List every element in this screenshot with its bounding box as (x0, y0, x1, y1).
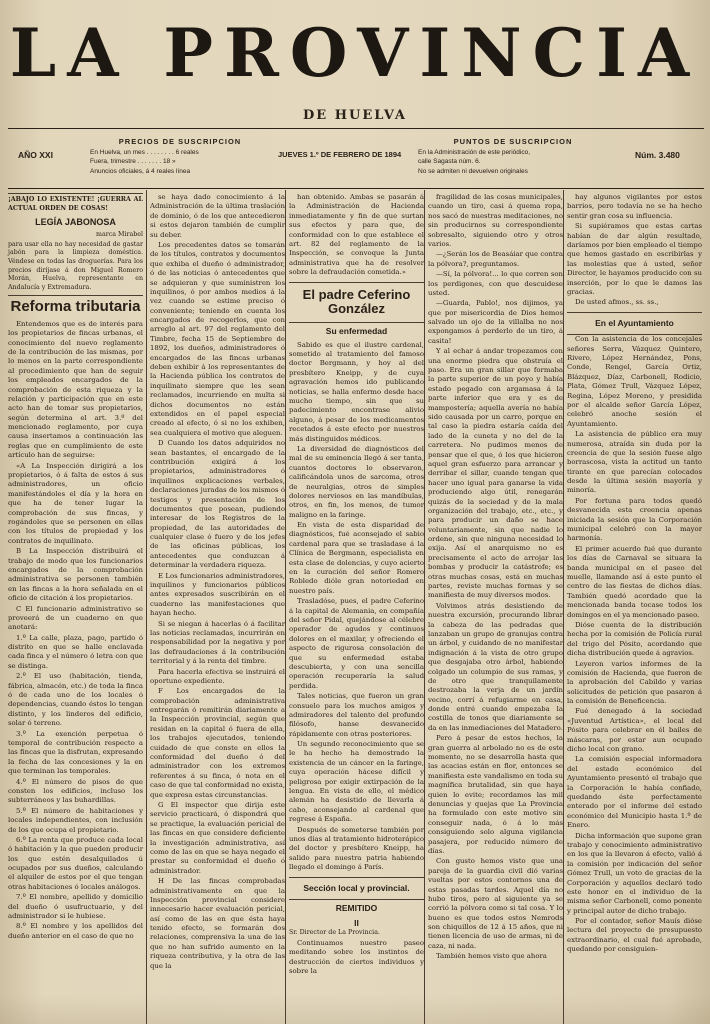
masthead-title: LA PROVINCIA (9, 14, 701, 92)
puntos-line: En la Administración de este periódico, (418, 148, 531, 156)
section-heading: En el Ayuntamiento (595, 317, 674, 328)
precios-title: PRECIOS DE SUSCRIPCION (118, 137, 242, 146)
paragraph: Trasladóse, pues, el padre Ceferino á la capital de Alemania, en compañía del señor Pidal, quejándose al célebre operador de agudos y continuos dolores en el maxilar, y ofreciendo el aspecto de rigurosa consolación de que su enfermedad estaba descubierta, y con una sencilla operación recuperaría la salud perdida. (289, 597, 424, 690)
paragraph: Con gusto hemos visto que una pareja de la guardia civil dió varias vueltas por estos contornos una de estas pasadas tardes. Aquel día no hubo tiros, pero al siguiente ya se corrió la pólvora como si tal cosa. Y lo bueno es que todos estos Nemrods son chiquillos de 12 á 15 años, que ni tienen licencia de uso de armas, ni de caza, ni nada. (428, 857, 563, 950)
paragraph: Dicha información que supone gran trabajo y conocimiento administrativo en los que la llevaron á efecto, valió á la comisión por indicación del señor Gómez Trull, un voto de gracias de la Corporación y aquellos declaró todo este honor en el individuo de la misma señor Carbonell, como ponente y principal autor de dicho trabajo. (567, 831, 702, 915)
paragraph: Un segundo reconocimiento que se le ha hecho ha demostrado la existencia de un cáncer en la faringe, cuya operación hácese difícil y peligrosa por exigir extirpación de la lengua. En vista de ello, el médico alemán ha desistido de llevarla á cabo, aconsejando al cardenal que regrese á España. (289, 740, 424, 824)
puntos-box (418, 137, 608, 183)
precios-line: Anuncios oficiales, á 4 reales línea (90, 167, 191, 175)
paragraph: Volvimos atrás desistiendo de nuestra excursión, procurando librar la cabeza de las pedradas que lanzaban un grupo de granujas contra un árbol, y cuidando de no manifestar indignación á la vista de otro grupo que desgajaba otro árbol, habiendo colgado un columpio de sus ramas, y de otro que tranquilamente destrozaba la verja de un jardín vecino, corrí á refugiarme en casa, donde entré cuando empezaba la costilla de tonos que diariamente se da en las inmediaciones del Matadero. (428, 601, 563, 732)
paragraph: 2.º El uso (habitación, tienda, fábrica, almacén, etc.) de toda la finca ó de cada uno de los locales ó dependencias, cuando éstos lo tengan distinto, y los linderos del edificio, solar ó terreno. (8, 672, 143, 728)
puntos-line: calle Sagasta núm. 6. (418, 158, 481, 166)
masthead-subtitle: DE HUELVA (303, 108, 407, 123)
header-bottom-rule (8, 188, 704, 189)
paragraph: De usted afmos., ss. ss., (575, 298, 659, 307)
section-heading-box (289, 877, 424, 901)
column-divider (424, 190, 425, 1024)
paragraph: B La Inspección distribuirá el trabajo de modo que los funcionarios encargados de la comprobación administrativa se personen también en las fincas a la hora señalada en el oficio de citación á los propietarios. (8, 547, 143, 603)
paragraph: H De las fincas comprobadas administrativamente en que la Inspección provincial considere innecesario hacer evaluación pericial, así como de las en que ésta haya tenido efecto, se formarán dos relaciones, comprensiva la una de las que no han sufrido aumento en la riqueza contributiva, y la otra de las que la (150, 877, 285, 970)
column-5 (567, 193, 702, 956)
paragraph: 6.º La renta que produce cada local ó habitación y la que pueden producir los que estén desalquilados ú ocupados por sus dueños, calculando el alquiler de estos por el que tengan otras habitaciones ó locales análogos. (8, 835, 143, 891)
paragraph: fragilidad de las cosas municipales, cuando un tiro, casi á quema ropa, nos sacó de nuestras meditaciones, no sin producirnos su correspondiente sobresalto, siguiendo otro y otros varios. (428, 193, 563, 248)
column-4 (428, 193, 563, 963)
issue-date: JUEVES 1.º DE FEBRERO DE 1894 (278, 150, 402, 159)
paragraph: Por fortuna para todos quedó desvanecida esta creencia apenas iniciada la sesión que la Corporación municipal celebró con la mayor harmonía. (567, 496, 702, 543)
precios-line: En Huelva, un mes . . . . . . . . 6 reales (90, 148, 199, 156)
paragraph: La comisión especial informadora del estado económico del Ayuntamiento presentó el trabajo que la Corporación le había confiado, quedando éste perfectamente enterado por el informe del estado económico del Municipio hasta 1.º de Enero. (567, 755, 702, 830)
paragraph: 4.º El número de pisos de que consten los edificios, incluso los subterráneos y las buhardillas. (8, 777, 143, 805)
remitido-heading: REMITIDO (335, 903, 378, 914)
paragraph: Leyeron varios informes de la comisión de Hacienda, que fueron de la aprobación del Cabildo y varias solicitudes de petición que pasaron á la comisión de Beneficencia. (567, 659, 702, 706)
year-label: AÑO XXI (18, 150, 53, 160)
article-body (150, 193, 285, 971)
advert-slogan: ¡ABAJO LO EXISTENTE! ¡GUERRA AL ACTUAL ORDEN DE COSAS! (8, 196, 143, 212)
paragraph: 3.º La exención perpetua ó temporal de contribución respecto a las fincas que la disfrutan, expresando la fecha de las concesiones y la en que terminan las temporales. (8, 729, 143, 776)
paragraph: 7.º El nombre, apellido y domicilio del dueño ó usufructuario, y del administrador si le hubiese. (8, 893, 143, 921)
paragraph: Los precedentes datos se tomarán de los títulos, contratos y documentos que exhiba el dueño ó administrador, ó de las noticias ó antecedentes que se adquieran y que suministren los inquilinos, ó por ambos medios á la vez cuando se estime preciso ó conveniente; teniendo en cuenta los encargados de recogerlos, que con arreglo al art. 97 del reglamento del Timbre, fecha 15 de Septiembre de 1892, los dueños, administradores ó encargados de las fincas urbanas deben exhibir á los representantes de la Hacienda pública los contratos de inquilinato siempre que les sean reclamados, incurriendo en multa si dichos documentos no están extendidos en el papel especial creado al efecto, ó si no los exhiben, sea cualquiera el motivo que aleguen. (150, 240, 285, 437)
paragraph: C El funcionario administrativo se proveerá de un cuaderno en que anotará: (8, 604, 143, 632)
letter-address: Sr. Director de La Provincia. (289, 929, 380, 937)
paragraph: La asistencia de público era muy numerosa, atraída sin duda por la creencia de que la sesión fuese algo borrascosa, vista la actitud un tanto tirante en que parecían colocados desde la última sesión mayoría y minoría. (567, 430, 702, 495)
article-body (8, 320, 143, 941)
advert-text: para usar ella no hay necesidad de gastar jabón para la limpieza doméstica. Véndese en todas las droguerías. Para los precios diríjase á don Miguel Romero Morán, Huelva, representante en Andalucía y Extremadura. (8, 240, 143, 291)
paragraph: Si supiéramos que estas cartas habían de dar algún resultado, daríamos por bien empleado el tiempo que hemos gastado en escribirlas y las molestias que á usted, señor Director, le hayamos producido con su inserción, por lo que le damos las gracias. (567, 222, 702, 296)
paragraph: Por el contador, señor Mauís dióse lectura del proyecto de presupuesto extraordinario, el cual fué aprobado, quedando por consiguien- (567, 917, 702, 954)
advert-box (8, 193, 143, 296)
article-body (567, 335, 702, 954)
column-divider (146, 190, 147, 1024)
paragraph: La diversidad de diagnósticos del mal de su eminencia llegó á ser tanta, cuantos doctores lo observaron, calificándola unos de sarcoma, otros de neuralgias, otros de simples dolores nerviosos en las mandíbulas, otros, en fin, los menos, de tumor maligno en la faringe. (289, 444, 424, 519)
paragraph: El primer acuerdo fué que durante los días de Carnaval se situara la banda municipal en el paseo del muelle, llamando así á este punto el centro de las fiestas de dichos días. También quedó acordado que la mencionada banda tocase todos los domingos en el ya mencionado paseo. (567, 544, 702, 619)
issue-number: Núm. 3.480 (635, 150, 680, 160)
paragraph: También hemos visto que ahora (436, 952, 547, 961)
puntos-title: PUNTOS DE SUSCRIPCION (453, 137, 573, 146)
precios-line: Fuera, trimestre . . . . . . . 18 » (90, 158, 176, 166)
paragraph: D Cuando los datos adquiridos no sean bastantes, el encargado de la contribución exigirá á los propietarios, administradores ó inquilinos explicaciones verbales, declaraciones juradas de los mismos ó testigos y presentación de los documentos que posean, pudiendo interesar de los Registros de la propiedad, de las autoridades de cualquier clase ó fuero y de los jefes de las oficinas públicas, los antecedentes que conduzcan á determinar la verdadera riqueza. (150, 439, 285, 570)
paragraph: Con la asistencia de los concejales señores Serra, Vázquez Quintero, Rivero, López Hernández, Pons, Conde, Rengel, García Ortiz, Blázquez, Díaz, Carbonell, Rodicio, Plata, Gómez Trull, Vázquez López, Regina, López Moreno, y presidida por el alcalde señor García López, celebró anoche sesión el Ayuntamiento. (567, 335, 702, 428)
paragraph: Y al echar á andar tropezamos con una enorme piedra que obstruía el paso. Era un gran sillar que formaba la parte superior de un poyo y había estado pegado con argamasa á la parte inferior que era y es de mampostería; aquella avería no había sido causada por un carro, porque en tal caso la piedra estaría caída del lado de la cuneta y no del de la carretera. No pudimos menos de pensar que el que, ó los que hicieron aquel gran esfuerzo para arrancar y derribar el sillar, cuando tengan que hacer uno igual para ganarse la vida produciendo algo útil, renegarán quizás de la sociedad y de la mala organización del trabajo, etc., etc., y para producir un daño se hace voluntariamente, sin que nadie lo ordene, sin que ninguna necesidad lo exija. Así el anarquismo no es precisamente el acto de arrojar las bombas y producir la catástrofe; es otras muchas cosas, está en muchas partes, reviste muchas formas y se manifiesta de muy diversos modos. (428, 347, 563, 600)
paragraph: 5.º El número de habitaciones y locales independientes, con inclusión de los que ocupa el propietario. (8, 806, 143, 834)
paragraph: F Los encargados de la comprobación administrativa entregarán ó remitirán diariamente a la Inspección provincial, según que residan en la capital ó fuera de ella, los trabajos ejecutados, teniendo cuidado de que conste en ellos la conformidad del dueño ó del administrador con los extremos referentes á su finca, ó nota en el caso de que tal conformidad no exista, que expresa estas circunstancias. (150, 687, 285, 799)
paragraph: —¿Serán los de Beasáiar que contra la pólvora?, preguntamos. (428, 250, 563, 268)
paragraph: Entendemos que es de interés para los propietarios de fincas urbanas, el conocimiento del nuevo reglamento de la contribución de las mismas, por lo menos en la parte correspondiente al procedimiento que han de seguir los empleados encargados de la comprobación de esta riqueza y la relación y participación que en este acto han de tomar sus propietarios, según determina el art. 3.º del mencionado reglamento, por cuya causa insertamos a continuación las reglas que en cumplimiento de este artículo han de seguirse: (8, 319, 143, 460)
article-lead: hay algunos vigilantes por estos barrios, pero todavía no se ha hecho sentir gran cosa su influencia. (567, 193, 702, 220)
article-lead: han obtenido. Ambas se pasarán á la Administración de Hacienda inmediatamente y fin de que surtan sus efectos y para que, de conformidad con lo que establece el art. 82 del reglamento de la Inspección, se convoque la Junta administrativa que ha de resolver sobre la defraudación cometida.» (289, 193, 424, 277)
paragraph: Fué denegado á la sociedad «Juventud Artística», el local del Pósito para celebrar en él bailes de máscaras, por estar aun ocupado dicho local con grano. (567, 707, 702, 754)
article-heading: El padre Ceferino González (302, 286, 411, 316)
puntos-line: No se admiten ni devuelven originales (418, 167, 528, 175)
section-heading-box (567, 312, 702, 336)
article-heading: Reforma tributaria (10, 298, 141, 316)
paragraph: —Guarda, Pablo!, nos dijimos, ya que por misericordia de Dios hemos salvado un ojo de la villalba no nos expongamos á perderlo de un tiro, á casita! (428, 299, 563, 345)
article-body (289, 341, 424, 873)
paragraph: «A La Inspección dirigirá a los propietarios, ó á falta de estos á sus administradores, un oficio manifestándoles el día y la hora en que ha de tener lugar la comprobación de sus fincas, y rogándoles que se personen en ellas con los títulos de propiedad y los contratos de inquilinato. (8, 461, 143, 545)
paragraph: E Los funcionarios administradores, inquilinos y funcionarios públicos antes expresados suscribirán en el cuaderno las manifestaciones que hayan hecho. (150, 571, 285, 618)
roman-numeral: II (354, 917, 359, 928)
paragraph: Para hacerla efectiva se instruirá el oportuno expediente. (150, 667, 285, 685)
article-subheading: Su enfermedad (325, 326, 388, 337)
column-3 (289, 193, 424, 977)
column-1 (8, 193, 143, 942)
column-2 (150, 193, 285, 972)
paragraph: En vista de esta disparidad de diagnósticos, fué aconsejado el sabio cardenal para que se trasladase á la Clínica de Bergmann, especialista en esta clase de dolencias, y cuyo acierto en la curación del señor Romero Robledo dióle gran notoriedad en nuestro país. (289, 521, 424, 595)
letter-body: Continuamos nuestro paseo meditando sobre los instintos de destrucción de ciertos individuos y sobre la (289, 938, 424, 975)
paragraph: 1.º La calle, plaza, pago, partido ó distrito en que se halle enclavada cada finca y el número ó letra con que se distinga. (8, 633, 143, 670)
paragraph: Dióse cuenta de la distribución hecha por la comisión de Policía rural del trigo del Pósito, acordando que dicha distribución quede á agravios. (567, 620, 702, 658)
column-divider (285, 190, 286, 1024)
article-body (567, 222, 702, 308)
top-rule (8, 128, 704, 129)
section-heading: Sección local y provincial. (303, 882, 410, 893)
paragraph: se haya dado conocimiento á la Administración de la última traslación de dominio, ó de los que antecedieron si estos dejaron también de cumplir su deber. (150, 193, 285, 239)
paragraph: Pero á pesar de estos hechos, la gran guerra al arbolado no es de este momento, no se desarrolla hasta que las acacias están en flor, entonces se manifiesta este vandalismo en toda su magnífica brutalidad, sin que haya quien lo evite; recordamos las mil denuncias y quejas que La Provincia ha formulado con este motivo sin conseguir nada, ó á lo más consiguiendo solo alguna vigilancia pasajera, por reducido número de días. (428, 734, 563, 855)
paragraph: Después de someterse también por unos días al tratamiento hidroterápico del doctor y presbítero Kneipp, ha salido para nuestra patria habiendo llegado el domingo á París. (289, 825, 424, 872)
precios-box (90, 137, 270, 183)
paragraph: Si se niegan á hacerlas ó á facilitar las noticias reclamadas, incurrirán en responsabilidad por la negativa y por las defraudaciones á la contribución territorial y á la renta del timbre. (150, 619, 285, 666)
paper-shadow (0, 994, 710, 1024)
paragraph: 8.º El nombre y los apellidos del dueño anterior en el caso de que no (8, 922, 143, 940)
paragraph: Tales noticias, que fueron un gran consuelo para los muchos amigos y admiradores del talento del profundo filósofo, hanse desvanecido rápidamente con otras posteriores. (289, 692, 424, 738)
paragraph: G El inspector que dirija este servicio practicará, ó dispondrá que se practique, la evaluación pericial de las fincas en que considere deficiente la investigación administrativa, así como de las en que se haya negado el prestar su conformidad el dueño ó administrador. (150, 801, 285, 875)
paragraph: —Sí, la pólvora!... lo que corren son los perdigones, con que descuidese usted. (428, 270, 563, 297)
advert-sub: marca Mirabel (95, 231, 143, 239)
advert-brand: LEGÍA JABONOSA (35, 217, 116, 228)
column-divider (563, 190, 564, 1024)
paragraph: Sabido es que el ilustre cardenal, sometido al tratamiento del famoso doctor Bergmann, y hoy al del presbítero Kneipp, y de cuya agravación hemos ido publicando noticias, se halla enfermo desde hace mucho tiempo, sin que su padecimiento encontrase alivio alguno, á pesar de los medicamentos recetados á este efecto por nuestros más distinguidos médicos. (289, 340, 424, 443)
article-heading-box (289, 282, 424, 324)
article-body (428, 193, 563, 962)
